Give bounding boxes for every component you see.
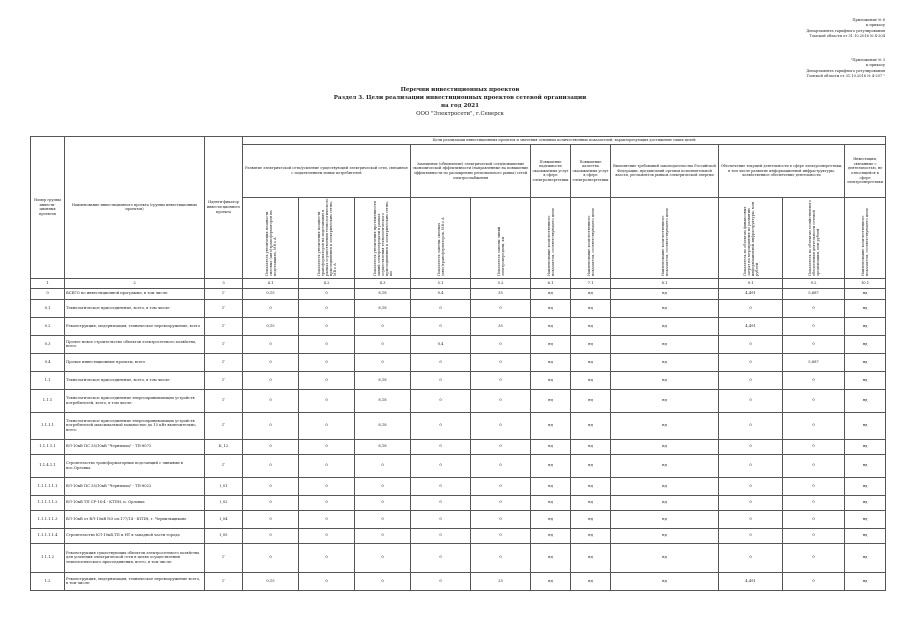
column-number: 5.1 xyxy=(411,278,471,288)
value-cell: нд xyxy=(845,495,886,510)
value-cell: нд xyxy=(611,495,719,510)
value-cell: 5,687 xyxy=(783,288,845,299)
value-cell: нд xyxy=(611,510,719,528)
value-cell: 0 xyxy=(719,454,783,477)
table-row xyxy=(31,528,886,543)
value-cell: 0 xyxy=(471,371,531,389)
value-cell: нд xyxy=(531,477,571,495)
row-number: 1.1.1.1 xyxy=(31,412,65,439)
value-cell: 8,18 xyxy=(355,412,411,439)
value-cell: 0 xyxy=(783,317,845,335)
value-cell: 0 xyxy=(243,439,299,454)
header-indicator-5-2: Показатель замены линий электропередачи, км xyxy=(471,198,531,279)
value-cell: 0 xyxy=(299,454,355,477)
value-cell: 0 xyxy=(411,528,471,543)
column-number: 8.1 xyxy=(611,278,719,288)
row-number: 0.3 xyxy=(31,335,65,353)
value-cell: 0 xyxy=(243,371,299,389)
value-cell: нд xyxy=(571,477,611,495)
table-row xyxy=(31,412,886,439)
row-number: 1.1.1.1.1.1 xyxy=(31,477,65,495)
value-cell: нд xyxy=(611,528,719,543)
value-cell: 0 xyxy=(355,317,411,335)
value-cell: нд xyxy=(531,317,571,335)
value-cell: 0 xyxy=(783,572,845,590)
annex-line: Департамента тарифного регулирования xyxy=(806,68,885,73)
table-row xyxy=(31,317,886,335)
value-cell: нд xyxy=(531,389,571,412)
value-cell: нд xyxy=(531,412,571,439)
project-name-cell: Строительство КЛ-10кВ,ТП и НТ в западной части города xyxy=(65,528,205,543)
value-cell: 0 xyxy=(411,412,471,439)
value-cell: 0 xyxy=(299,439,355,454)
value-cell: нд xyxy=(571,353,611,371)
value-cell: 0 xyxy=(471,412,531,439)
value-cell: 0 xyxy=(471,389,531,412)
identifier-cell: I_04 xyxy=(205,510,243,528)
value-cell: 0 xyxy=(299,389,355,412)
value-cell: нд xyxy=(611,454,719,477)
value-cell: нд xyxy=(845,412,886,439)
row-number: 1.1.1.1.1.2 xyxy=(31,495,65,510)
column-number: 9.2 xyxy=(783,278,845,288)
value-cell: нд xyxy=(571,572,611,590)
value-cell: нд xyxy=(611,335,719,353)
identifier-cell: Г xyxy=(205,543,243,572)
value-cell: нд xyxy=(571,335,611,353)
project-name-cell: Реконструкция, модернизация, техническое перевооружение всего, в том числе: xyxy=(65,572,205,590)
value-cell: 0 xyxy=(243,510,299,528)
project-name-cell: Прочие инвестиционные проекты, всего xyxy=(65,353,205,371)
value-cell: 0 xyxy=(471,543,531,572)
annex-line: к приказу xyxy=(866,63,885,68)
value-cell: 8,18 xyxy=(355,371,411,389)
value-cell: нд xyxy=(845,439,886,454)
value-cell: 0 xyxy=(411,510,471,528)
row-number: 1.1 xyxy=(31,371,65,389)
header-goal-reliability: Повышение надежности оказываемых услуг в сфере электроэнергетики xyxy=(531,145,571,198)
value-cell: 0 xyxy=(355,572,411,590)
value-cell: 0 xyxy=(299,317,355,335)
table-row xyxy=(31,439,886,454)
value-cell: 0,4 xyxy=(411,288,471,299)
column-number: 5.2 xyxy=(471,278,531,288)
project-name-cell: Технологическое присоединение, всего, в том числе: xyxy=(65,371,205,389)
value-cell: 0 xyxy=(243,335,299,353)
row-number: 1.1.1 xyxy=(31,389,65,412)
value-cell: 0 xyxy=(299,353,355,371)
column-number: 7.1 xyxy=(571,278,611,288)
value-cell: 0 xyxy=(299,543,355,572)
value-cell: 0 xyxy=(783,299,845,317)
row-number: 1.2 xyxy=(31,572,65,590)
annex-note-3 xyxy=(775,58,885,80)
project-name-cell: ВСЕГО по инвестиционной программе, в том числе: xyxy=(65,288,205,299)
identifier-cell: Г xyxy=(205,335,243,353)
value-cell: нд xyxy=(571,510,611,528)
annex-line: "Приложение № 3 xyxy=(850,58,885,62)
header-indicator-9-1: Показатель по объектам финансовых затрат на мероприятия по развитию информационной инфраструктуры, млн рублей xyxy=(719,198,783,279)
row-number: 1.1.4.1.1 xyxy=(31,454,65,477)
table-row xyxy=(31,371,886,389)
value-cell: 0 xyxy=(411,454,471,477)
value-cell: 35 xyxy=(471,288,531,299)
value-cell: нд xyxy=(531,439,571,454)
value-cell: 0 xyxy=(719,477,783,495)
value-cell: 0 xyxy=(471,353,531,371)
value-cell: нд xyxy=(531,371,571,389)
value-cell: 0 xyxy=(783,495,845,510)
row-number: 0.4 xyxy=(31,353,65,371)
value-cell: 0 xyxy=(299,477,355,495)
value-cell: 0 xyxy=(411,371,471,389)
project-name-cell: Реконструкция существующих объектов электросетевого хозяйства для усиления электрической сети в целях осуществления технологического присоединения, всего, в том числе: xyxy=(65,543,205,572)
value-cell: 0 xyxy=(719,543,783,572)
value-cell: 0 xyxy=(243,528,299,543)
row-number: 1.1.1.1.1 xyxy=(31,439,65,454)
table-row xyxy=(31,288,886,299)
value-cell: нд xyxy=(571,412,611,439)
value-cell: 0 xyxy=(471,299,531,317)
value-cell: 0 xyxy=(783,528,845,543)
value-cell: нд xyxy=(845,299,886,317)
value-cell: 0 xyxy=(719,389,783,412)
column-number: 4.1 xyxy=(243,278,299,288)
value-cell: 0 xyxy=(411,439,471,454)
annex-line: Томской области от 31.10.2016 № 4-207 " xyxy=(806,74,885,79)
value-cell: нд xyxy=(845,543,886,572)
value-cell: 0 xyxy=(299,299,355,317)
value-cell: 0 xyxy=(411,389,471,412)
header-indicator-4-2: Показатель увеличения мощности трансформаторов на подстанциях в рамках осуществления технологического присоединения к электрическим сетям, МВ×А xyxy=(299,198,355,279)
value-cell: 0 xyxy=(783,412,845,439)
value-cell: нд xyxy=(611,412,719,439)
value-cell: нд xyxy=(571,454,611,477)
value-cell: 0 xyxy=(299,528,355,543)
value-cell: 0 xyxy=(355,454,411,477)
header-goal-quality: Повышение качества оказываемых услуг в сфере электроэнергетики xyxy=(571,145,611,198)
year-title: на год 2021 xyxy=(440,103,480,109)
value-cell: нд xyxy=(571,389,611,412)
value-cell: 0 xyxy=(471,439,531,454)
value-cell: 0 xyxy=(411,299,471,317)
value-cell: нд xyxy=(611,288,719,299)
value-cell: 0 xyxy=(355,528,411,543)
value-cell: 0 xyxy=(243,454,299,477)
header-indicator-5-1: Показатель замены силовых (авто)трансформаторов, МВ×А xyxy=(411,198,471,279)
value-cell: 0 xyxy=(243,299,299,317)
column-number: 4.2 xyxy=(299,278,355,288)
value-cell: 0 xyxy=(411,353,471,371)
header-indicator-4-3: Показатель увеличения протяженности линий электропередачи в рамках осуществления технологического присоединения к электрическим сетям, км xyxy=(355,198,411,279)
value-cell: 0 xyxy=(471,477,531,495)
value-cell: 0 xyxy=(299,288,355,299)
value-cell: нд xyxy=(845,510,886,528)
identifier-cell: Г xyxy=(205,288,243,299)
value-cell: 0 xyxy=(783,371,845,389)
header-goal-replacement: Замещение (обновление) электрической сети/повышение экономической эффективности (направленные на повышение эффективности по расширению регионального рынка) сетей электроснабжения xyxy=(411,145,531,198)
value-cell: 0 xyxy=(719,353,783,371)
value-cell: 0 xyxy=(411,495,471,510)
value-cell: нд xyxy=(571,543,611,572)
project-name-cell: Технологическое присоединение энергопринимающих устройств потребителей максимальной мощностью до 15 кВт включительно, всего xyxy=(65,412,205,439)
value-cell: 0 xyxy=(355,495,411,510)
value-cell: 0 xyxy=(299,572,355,590)
value-cell: 0 xyxy=(783,477,845,495)
header-indicator-6-1: Наименование количественного показателя, соответствующего цели xyxy=(531,198,571,279)
table-body xyxy=(31,288,886,590)
value-cell: 0 xyxy=(411,477,471,495)
value-cell: нд xyxy=(571,317,611,335)
column-numbers-row xyxy=(31,278,886,288)
header-group-no: Номер группы инвести-ционных проектов xyxy=(31,137,65,279)
value-cell: 0 xyxy=(719,412,783,439)
project-name-cell: ВЛ-10кВ от ВЛ-10кВ №3 оп.177/14 - КТПН, г. Чернильщиково xyxy=(65,510,205,528)
row-number: 1.1.1.1.1.4 xyxy=(31,528,65,543)
value-cell: 0 xyxy=(243,353,299,371)
value-cell: 8,18 xyxy=(355,389,411,412)
value-cell: нд xyxy=(611,317,719,335)
value-cell: 0 xyxy=(355,477,411,495)
annex-line: Департамента тарифного регулирования xyxy=(806,28,885,33)
identifier-cell: Г xyxy=(205,412,243,439)
value-cell: 0 xyxy=(299,335,355,353)
value-cell: 0 xyxy=(355,335,411,353)
value-cell: 0 xyxy=(783,335,845,353)
table-row xyxy=(31,389,886,412)
identifier-cell: I_02 xyxy=(205,495,243,510)
annex-line: к приказу xyxy=(866,23,885,28)
value-cell: нд xyxy=(531,572,571,590)
value-cell: нд xyxy=(531,299,571,317)
value-cell: нд xyxy=(611,389,719,412)
value-cell: 0 xyxy=(719,335,783,353)
value-cell: 0 xyxy=(719,299,783,317)
identifier-cell: I_01 xyxy=(205,477,243,495)
header-indicator-8-1: Наименование количественного показателя, соответствующего цели xyxy=(611,198,719,279)
annex-line: Томской области от 31.10.2016 № 4-204 xyxy=(809,34,885,39)
document-title: Перечни инвестиционных проектов xyxy=(400,87,520,93)
value-cell: 0 xyxy=(299,495,355,510)
value-cell: 0 xyxy=(411,543,471,572)
project-name-cell: ВЛ-10кВ ПС 35/10кВ "Чернильщ" - ТП-8072 xyxy=(65,439,205,454)
value-cell: 0,15 xyxy=(243,288,299,299)
project-name-cell: Прочее новое строительство объектов электросетевого хозяйства, всего xyxy=(65,335,205,353)
value-cell: 0 xyxy=(783,389,845,412)
value-cell: нд xyxy=(611,353,719,371)
row-number: 1.1.1.1.1.3 xyxy=(31,510,65,528)
project-name-cell: ВЛ-10кВ ПС 35/10кВ "Чернильщ" - ТП-8022 xyxy=(65,477,205,495)
value-cell: 0 xyxy=(299,510,355,528)
project-name-cell: Технологическое присоединение энергопринимающих устройств потребителей, всего, в том числе: xyxy=(65,389,205,412)
value-cell: нд xyxy=(531,288,571,299)
value-cell: 5,687 xyxy=(783,353,845,371)
value-cell: 0 xyxy=(471,495,531,510)
column-number: 6.1 xyxy=(531,278,571,288)
header-project-name: Наименование инвестиционного проекта (группы инвестиционных проектов) xyxy=(65,137,205,279)
value-cell: 0 xyxy=(243,389,299,412)
value-cell: 0 xyxy=(243,495,299,510)
organization-name: ООО "Электросети", г.Северск xyxy=(416,111,504,117)
table-row xyxy=(31,477,886,495)
value-cell: 0 xyxy=(355,510,411,528)
identifier-cell: Г xyxy=(205,389,243,412)
value-cell: нд xyxy=(531,495,571,510)
value-cell: нд xyxy=(531,528,571,543)
value-cell: 0 xyxy=(783,454,845,477)
header-goals: Цели реализации инвестиционных проектов и значения основных количественных показателей, характеризующих достижение таких целей xyxy=(243,137,886,145)
value-cell: нд xyxy=(531,454,571,477)
value-cell: 4,491 xyxy=(719,317,783,335)
identifier-cell: Г xyxy=(205,299,243,317)
column-number: 3 xyxy=(205,278,243,288)
value-cell: нд xyxy=(611,543,719,572)
value-cell: нд xyxy=(571,439,611,454)
value-cell: 8,18 xyxy=(355,439,411,454)
identifier-cell: Г xyxy=(205,317,243,335)
value-cell: нд xyxy=(845,477,886,495)
value-cell: нд xyxy=(571,299,611,317)
value-cell: 0,4 xyxy=(411,335,471,353)
identifier-cell: I_05 xyxy=(205,528,243,543)
value-cell: 0 xyxy=(299,412,355,439)
value-cell: нд xyxy=(845,454,886,477)
value-cell: 8,18 xyxy=(355,299,411,317)
value-cell: 0 xyxy=(783,543,845,572)
value-cell: 8,18 xyxy=(355,288,411,299)
value-cell: нд xyxy=(611,439,719,454)
value-cell: 25 xyxy=(471,572,531,590)
value-cell: 0 xyxy=(243,543,299,572)
table-row xyxy=(31,543,886,572)
value-cell: 0 xyxy=(471,528,531,543)
row-number: 0.1 xyxy=(31,299,65,317)
header-indicator-10-1: Наименование количественного показателя, соответствующего цели xyxy=(845,198,886,279)
value-cell: 0 xyxy=(299,371,355,389)
section-title: Раздел 3. Цели реализации инвестиционных проектов сетевой организации xyxy=(333,95,587,101)
value-cell: нд xyxy=(845,288,886,299)
identifier-cell: Г xyxy=(205,454,243,477)
identifier-cell: Г xyxy=(205,371,243,389)
table-row xyxy=(31,299,886,317)
value-cell: нд xyxy=(571,371,611,389)
column-number: 2 xyxy=(65,278,205,288)
header-identifier: Иденти-фикатор инвести-ционного проекта xyxy=(205,137,243,279)
value-cell: нд xyxy=(845,528,886,543)
value-cell: 0 xyxy=(355,353,411,371)
value-cell: нд xyxy=(531,335,571,353)
value-cell: 0 xyxy=(719,495,783,510)
table-row xyxy=(31,495,886,510)
value-cell: нд xyxy=(845,389,886,412)
value-cell: 4,491 xyxy=(719,288,783,299)
value-cell: 0 xyxy=(411,572,471,590)
value-cell: нд xyxy=(571,495,611,510)
value-cell: нд xyxy=(611,477,719,495)
value-cell: 0 xyxy=(719,439,783,454)
identifier-cell: К_12 xyxy=(205,439,243,454)
value-cell: 0 xyxy=(471,335,531,353)
value-cell: 0 xyxy=(471,454,531,477)
document-titles xyxy=(250,86,670,118)
value-cell: 0,15 xyxy=(243,572,299,590)
header-indicator-7-1: Наименование количественного показателя, соответствующего цели xyxy=(571,198,611,279)
header-indicator-9-2: Показатель по объектам хозяйственного обеспечения деятельности сетевой организации, млн рублей xyxy=(783,198,845,279)
table-row xyxy=(31,335,886,353)
value-cell: 0,15 xyxy=(243,317,299,335)
identifier-cell: Г xyxy=(205,353,243,371)
value-cell: нд xyxy=(531,353,571,371)
value-cell: 0 xyxy=(719,371,783,389)
value-cell: нд xyxy=(845,335,886,353)
investment-projects-table xyxy=(30,136,886,591)
column-number: 9.1 xyxy=(719,278,783,288)
header-goal-legal-requirements: Выполнение требований законодательства Российской Федерации, предписаний органов исполнительной власти, регламентов рынков электрической энергии xyxy=(611,145,719,198)
column-number: 1 xyxy=(31,278,65,288)
value-cell: нд xyxy=(571,288,611,299)
project-name-cell: Технологическое присоединение, всего, в том числе: xyxy=(65,299,205,317)
table-row xyxy=(31,353,886,371)
row-number: 0 xyxy=(31,288,65,299)
row-number: 0.2 xyxy=(31,317,65,335)
value-cell: 0 xyxy=(411,317,471,335)
value-cell: 35 xyxy=(471,317,531,335)
value-cell: нд xyxy=(611,371,719,389)
table-row xyxy=(31,510,886,528)
table-row xyxy=(31,454,886,477)
value-cell: нд xyxy=(845,317,886,335)
value-cell: нд xyxy=(611,299,719,317)
value-cell: 0 xyxy=(719,510,783,528)
column-number: 10.1 xyxy=(845,278,886,288)
value-cell: нд xyxy=(845,572,886,590)
value-cell: 0 xyxy=(243,412,299,439)
project-name-cell: Строительство трансформаторных подстанций с линиями в пос.Орловка xyxy=(65,454,205,477)
value-cell: нд xyxy=(845,353,886,371)
project-name-cell: Реконструкция, модернизация, техническое перевооружение, всего xyxy=(65,317,205,335)
header-goal-other: Инвестиции, связанные с деятельностью, не относящейся к сфере электроэнергетики xyxy=(845,145,886,198)
identifier-cell: Г xyxy=(205,572,243,590)
row-number: 1.1.1.2 xyxy=(31,543,65,572)
value-cell: нд xyxy=(611,572,719,590)
header-goal-grid-development: Развитие электрической сети/усиление существующей электрической сети, связанное с подключением новых потребителей xyxy=(243,145,411,198)
value-cell: 0 xyxy=(783,439,845,454)
header-indicator-4-1: Показатель увеличения мощности силовых (авто)трансформаторов на подстанциях, МВ×А xyxy=(243,198,299,279)
value-cell: нд xyxy=(531,510,571,528)
value-cell: нд xyxy=(571,528,611,543)
annex-note-6 xyxy=(785,18,885,40)
project-name-cell: ВЛ-10кВ ТП СР-16-4 - КТПН, п. Орловка xyxy=(65,495,205,510)
column-number: 4.3 xyxy=(355,278,411,288)
annex-line: Приложение № 6 xyxy=(852,18,885,22)
value-cell: 0 xyxy=(719,528,783,543)
value-cell: 0 xyxy=(783,510,845,528)
value-cell: 0 xyxy=(243,477,299,495)
value-cell: нд xyxy=(845,371,886,389)
value-cell: нд xyxy=(531,543,571,572)
header-goal-current-activity: Обеспечение текущей деятельности в сфере электроэнергетики, в том числе развитие информационной инфраструктуры, хозяйственное обеспечение деятельности xyxy=(719,145,845,198)
value-cell: 4,491 xyxy=(719,572,783,590)
value-cell: 0 xyxy=(355,543,411,572)
value-cell: 0 xyxy=(471,510,531,528)
table-row xyxy=(31,572,886,590)
